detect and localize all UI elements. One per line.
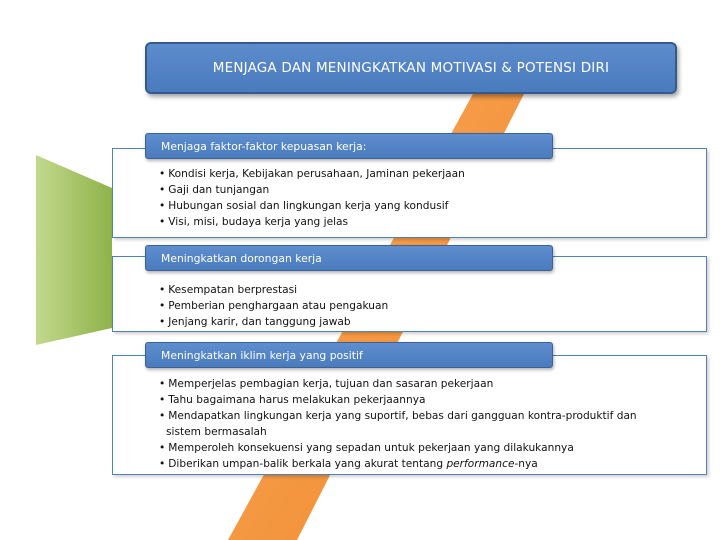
list-item: • Tahu bagaimana harus melakukan pekerjaannya [159, 392, 656, 408]
green-wedge-shape [36, 155, 112, 345]
list-item-text: Diberikan umpan-balik berkala yang akurat tentang [168, 458, 447, 470]
list-item-emphasis: performance [446, 458, 515, 470]
list-item: • Memperjelas pembagian kerja, tujuan dan sasaran pekerjaan [159, 376, 656, 392]
section-header-kepuasan: Menjaga faktor-faktor kepuasan kerja: [145, 133, 553, 159]
section-panel-iklim [112, 355, 707, 475]
section-panel-kepuasan [112, 148, 707, 238]
list-item: • Mendapatkan lingkungan kerja yang suportif, bebas dari gangguan kontra-produktif dan sistem bermasalah [159, 408, 656, 440]
list-item: • Kondisi kerja, Kebijakan perusahaan, Jaminan pekerjaan [159, 166, 656, 182]
list-item: • Jenjang karir, dan tanggung jawab [159, 314, 656, 330]
section-header-iklim: Meningkatkan iklim kerja yang positif [145, 342, 553, 368]
list-item-suffix: -nya [514, 458, 538, 470]
bullet-list [159, 376, 656, 472]
list-item: • Gaji dan tunjangan [159, 182, 656, 198]
bullet-list [159, 282, 656, 330]
list-item: • Hubungan sosial dan lingkungan kerja yang kondusif [159, 198, 656, 214]
list-item: • Visi, misi, budaya kerja yang jelas [159, 214, 656, 230]
list-item: • Pemberian penghargaan atau pengakuan [159, 298, 656, 314]
list-item: • Kesempatan berprestasi [159, 282, 656, 298]
section-header-dorongan: Meningkatkan dorongan kerja [145, 245, 553, 271]
list-item: • Memperoleh konsekuensi yang sepadan untuk pekerjaan yang dilakukannya [159, 440, 656, 456]
list-item [159, 456, 656, 472]
bullet-list [159, 166, 656, 230]
page-title: MENJAGA DAN MENINGKATKAN MOTIVASI & POTENSI DIRI [145, 42, 677, 94]
